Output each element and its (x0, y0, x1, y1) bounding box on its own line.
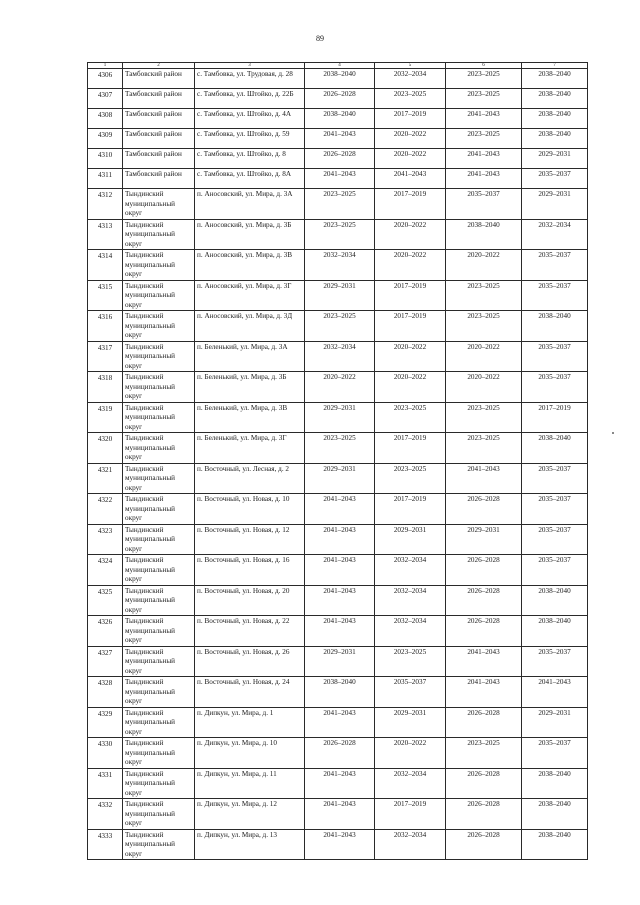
row-number: 4315 (88, 280, 123, 311)
row-number: 4307 (88, 89, 123, 109)
row-period-col5: 2023–2025 (375, 463, 446, 494)
row-period-col6: 2023–2025 (446, 69, 522, 89)
row-period-col7: 2029–2031 (522, 707, 588, 738)
row-address: п. Беленький, ул. Мира, д. 3А (195, 341, 305, 372)
row-period-col4: 2026–2028 (305, 89, 375, 109)
row-period-col6: 2026–2028 (446, 799, 522, 830)
row-period-col4: 2041–2043 (305, 555, 375, 586)
column-number: 1 (88, 63, 123, 69)
row-period-col4: 2038–2040 (305, 69, 375, 89)
row-district: Тындинский муниципальный округ (123, 829, 195, 860)
row-address: п. Беленький, ул. Мира, д. 3Б (195, 372, 305, 403)
row-district: Тындинский муниципальный округ (123, 524, 195, 555)
row-district: Тамбовский район (123, 129, 195, 149)
row-period-col5: 2020–2022 (375, 219, 446, 250)
row-period-col4: 2041–2043 (305, 494, 375, 525)
table-row (88, 402, 588, 433)
row-period-col5: 2020–2022 (375, 372, 446, 403)
table-row (88, 341, 588, 372)
row-address: п. Дипкун, ул. Мира, д. 13 (195, 829, 305, 860)
row-period-col7: 2029–2031 (522, 189, 588, 220)
row-period-col6: 2026–2028 (446, 616, 522, 647)
table-body (88, 63, 588, 860)
row-period-col7: 2017–2019 (522, 402, 588, 433)
column-number: 2 (123, 63, 195, 69)
row-district: Тындинский муниципальный округ (123, 646, 195, 677)
row-period-col6: 2023–2025 (446, 89, 522, 109)
row-period-col5: 2023–2025 (375, 89, 446, 109)
row-period-col5: 2023–2025 (375, 402, 446, 433)
row-period-col5: 2017–2019 (375, 280, 446, 311)
row-period-col4: 2038–2040 (305, 677, 375, 708)
row-period-col4: 2041–2043 (305, 585, 375, 616)
row-period-col5: 2032–2034 (375, 829, 446, 860)
row-address: п. Восточный, ул. Новая, д. 22 (195, 616, 305, 647)
row-number: 4314 (88, 250, 123, 281)
row-period-col6: 2026–2028 (446, 555, 522, 586)
row-address: п. Восточный, ул. Новая, д. 16 (195, 555, 305, 586)
row-district: Тындинский муниципальный округ (123, 616, 195, 647)
row-period-col6: 2023–2025 (446, 311, 522, 342)
row-period-col6: 2023–2025 (446, 280, 522, 311)
row-address: п. Дипкун, ул. Мира, д. 12 (195, 799, 305, 830)
row-period-col5: 2017–2019 (375, 311, 446, 342)
row-district: Тамбовский район (123, 169, 195, 189)
row-period-col7: 2038–2040 (522, 433, 588, 464)
row-period-col4: 2023–2025 (305, 311, 375, 342)
row-period-col5: 2020–2022 (375, 341, 446, 372)
row-district: Тындинский муниципальный округ (123, 219, 195, 250)
row-period-col6: 2020–2022 (446, 372, 522, 403)
row-number: 4333 (88, 829, 123, 860)
row-address: п. Восточный, ул. Новая, д. 26 (195, 646, 305, 677)
row-period-col6: 2041–2043 (446, 463, 522, 494)
row-period-col7: 2038–2040 (522, 129, 588, 149)
row-address: п. Беленький, ул. Мира, д. 3Г (195, 433, 305, 464)
row-period-col6: 2026–2028 (446, 829, 522, 860)
row-period-col4: 2023–2025 (305, 219, 375, 250)
row-address: п. Аносовский, ул. Мира, д. 3Б (195, 219, 305, 250)
table-row (88, 372, 588, 403)
table-row (88, 555, 588, 586)
row-number: 4325 (88, 585, 123, 616)
row-period-col5: 2017–2019 (375, 433, 446, 464)
row-period-col7: 2035–2037 (522, 555, 588, 586)
table-row (88, 149, 588, 169)
row-number: 4318 (88, 372, 123, 403)
row-address: с. Тамбовка, ул. Трудовая, д. 28 (195, 69, 305, 89)
row-period-col5: 2032–2034 (375, 555, 446, 586)
row-period-col7: 2038–2040 (522, 799, 588, 830)
row-district: Тындинский муниципальный округ (123, 433, 195, 464)
row-district: Тындинский муниципальный округ (123, 677, 195, 708)
row-period-col7: 2035–2037 (522, 169, 588, 189)
row-period-col7: 2038–2040 (522, 89, 588, 109)
row-address: п. Восточный, ул. Новая, д. 24 (195, 677, 305, 708)
row-period-col4: 2041–2043 (305, 129, 375, 149)
row-address: п. Восточный, ул. Новая, д. 10 (195, 494, 305, 525)
row-period-col6: 2041–2043 (446, 149, 522, 169)
table-row (88, 829, 588, 860)
row-district: Тамбовский район (123, 149, 195, 169)
row-period-col4: 2023–2025 (305, 433, 375, 464)
table-row (88, 646, 588, 677)
row-period-col5: 2020–2022 (375, 250, 446, 281)
row-number: 4320 (88, 433, 123, 464)
table-row (88, 433, 588, 464)
table-row (88, 169, 588, 189)
row-period-col5: 2032–2034 (375, 585, 446, 616)
row-number: 4311 (88, 169, 123, 189)
row-district: Тындинский муниципальный округ (123, 341, 195, 372)
row-period-col6: 2023–2025 (446, 402, 522, 433)
table-row (88, 463, 588, 494)
row-number: 4308 (88, 109, 123, 129)
column-number: 3 (195, 63, 305, 69)
row-period-col7: 2038–2040 (522, 829, 588, 860)
row-period-col5: 2041–2043 (375, 169, 446, 189)
table-row (88, 799, 588, 830)
row-period-col4: 2029–2031 (305, 463, 375, 494)
row-period-col4: 2041–2043 (305, 829, 375, 860)
row-district: Тындинский муниципальный округ (123, 402, 195, 433)
row-address: с. Тамбовка, ул. Штойко, д. 8 (195, 149, 305, 169)
row-district: Тындинский муниципальный округ (123, 555, 195, 586)
row-period-col5: 2017–2019 (375, 189, 446, 220)
row-period-col4: 2029–2031 (305, 402, 375, 433)
row-period-col7: 2035–2037 (522, 341, 588, 372)
column-number: 4 (305, 63, 375, 69)
row-period-col7: 2038–2040 (522, 69, 588, 89)
row-period-col7: 2035–2037 (522, 646, 588, 677)
row-period-col5: 2017–2019 (375, 494, 446, 525)
row-period-col4: 2041–2043 (305, 768, 375, 799)
row-period-col6: 2020–2022 (446, 250, 522, 281)
row-number: 4329 (88, 707, 123, 738)
row-period-col5: 2032–2034 (375, 616, 446, 647)
row-number: 4330 (88, 738, 123, 769)
row-period-col7: 2041–2043 (522, 677, 588, 708)
row-number: 4317 (88, 341, 123, 372)
table-row (88, 707, 588, 738)
row-period-col5: 2017–2019 (375, 799, 446, 830)
row-period-col5: 2020–2022 (375, 129, 446, 149)
row-address: с. Тамбовка, ул. Штойко, д. 4А (195, 109, 305, 129)
row-period-col4: 2023–2025 (305, 189, 375, 220)
row-period-col4: 2041–2043 (305, 616, 375, 647)
row-district: Тындинский муниципальный округ (123, 250, 195, 281)
row-address: п. Восточный, ул. Новая, д. 12 (195, 524, 305, 555)
table-row (88, 219, 588, 250)
row-period-col7: 2035–2037 (522, 494, 588, 525)
row-period-col7: 2029–2031 (522, 149, 588, 169)
table-row (88, 129, 588, 149)
table-row (88, 89, 588, 109)
row-district: Тындинский муниципальный округ (123, 738, 195, 769)
row-period-col4: 2029–2031 (305, 646, 375, 677)
row-district: Тындинский муниципальный округ (123, 707, 195, 738)
row-period-col7: 2035–2037 (522, 280, 588, 311)
row-district: Тындинский муниципальный округ (123, 280, 195, 311)
row-number: 4332 (88, 799, 123, 830)
row-address: п. Беленький, ул. Мира, д. 3В (195, 402, 305, 433)
row-number: 4306 (88, 69, 123, 89)
row-period-col7: 2032–2034 (522, 219, 588, 250)
row-period-col7: 2038–2040 (522, 616, 588, 647)
row-period-col6: 2026–2028 (446, 768, 522, 799)
row-number: 4326 (88, 616, 123, 647)
row-district: Тындинский муниципальный округ (123, 463, 195, 494)
row-district: Тындинский муниципальный округ (123, 189, 195, 220)
row-number: 4319 (88, 402, 123, 433)
row-period-col7: 2038–2040 (522, 109, 588, 129)
row-period-col5: 2023–2025 (375, 646, 446, 677)
row-period-col5: 2029–2031 (375, 524, 446, 555)
row-period-col6: 2035–2037 (446, 189, 522, 220)
row-period-col5: 2020–2022 (375, 149, 446, 169)
row-number: 4313 (88, 219, 123, 250)
column-number: 6 (446, 63, 522, 69)
row-period-col7: 2038–2040 (522, 585, 588, 616)
row-district: Тындинский муниципальный округ (123, 311, 195, 342)
row-period-col7: 2035–2037 (522, 738, 588, 769)
page-number: 89 (316, 34, 324, 43)
row-district: Тамбовский район (123, 69, 195, 89)
row-address: с. Тамбовка, ул. Штойко, д. 8А (195, 169, 305, 189)
row-period-col4: 2041–2043 (305, 524, 375, 555)
row-number: 4324 (88, 555, 123, 586)
row-number: 4309 (88, 129, 123, 149)
row-address: п. Дипкун, ул. Мира, д. 10 (195, 738, 305, 769)
row-period-col4: 2041–2043 (305, 707, 375, 738)
row-district: Тындинский муниципальный округ (123, 494, 195, 525)
row-number: 4321 (88, 463, 123, 494)
row-number: 4316 (88, 311, 123, 342)
row-period-col6: 2026–2028 (446, 585, 522, 616)
column-number: 5 (375, 63, 446, 69)
housing-schedule-table (87, 62, 588, 860)
row-district: Тындинский муниципальный округ (123, 799, 195, 830)
table-row (88, 677, 588, 708)
row-number: 4328 (88, 677, 123, 708)
row-address: с. Тамбовка, ул. Штойко, д. 22Б (195, 89, 305, 109)
row-address: п. Аносовский, ул. Мира, д. 3Г (195, 280, 305, 311)
table-row (88, 616, 588, 647)
row-period-col7: 2038–2040 (522, 768, 588, 799)
row-period-col6: 2023–2025 (446, 433, 522, 464)
row-period-col6: 2041–2043 (446, 169, 522, 189)
row-period-col4: 2029–2031 (305, 280, 375, 311)
table-row (88, 524, 588, 555)
row-district: Тамбовский район (123, 109, 195, 129)
table-row (88, 585, 588, 616)
row-period-col6: 2041–2043 (446, 646, 522, 677)
row-period-col6: 2038–2040 (446, 219, 522, 250)
row-period-col6: 2026–2028 (446, 494, 522, 525)
row-period-col6: 2023–2025 (446, 129, 522, 149)
row-period-col5: 2035–2037 (375, 677, 446, 708)
row-number: 4327 (88, 646, 123, 677)
row-address: п. Восточный, ул. Лесная, д. 2 (195, 463, 305, 494)
row-number: 4322 (88, 494, 123, 525)
row-address: п. Аносовский, ул. Мира, д. 3Д (195, 311, 305, 342)
row-address: п. Дипкун, ул. Мира, д. 11 (195, 768, 305, 799)
row-address: п. Дипкун, ул. Мира, д. 1 (195, 707, 305, 738)
row-address: п. Аносовский, ул. Мира, д. 3А (195, 189, 305, 220)
row-period-col5: 2020–2022 (375, 738, 446, 769)
table-row (88, 311, 588, 342)
table-row (88, 189, 588, 220)
row-period-col5: 2032–2034 (375, 768, 446, 799)
row-district: Тындинский муниципальный округ (123, 768, 195, 799)
row-period-col4: 2026–2028 (305, 738, 375, 769)
table-row (88, 250, 588, 281)
row-period-col4: 2041–2043 (305, 169, 375, 189)
row-period-col7: 2035–2037 (522, 372, 588, 403)
row-district: Тындинский муниципальный округ (123, 585, 195, 616)
row-period-col6: 2041–2043 (446, 677, 522, 708)
row-period-col6: 2026–2028 (446, 707, 522, 738)
row-period-col7: 2035–2037 (522, 250, 588, 281)
row-number: 4323 (88, 524, 123, 555)
row-period-col6: 2029–2031 (446, 524, 522, 555)
table-row (88, 738, 588, 769)
row-period-col6: 2020–2022 (446, 341, 522, 372)
row-number: 4312 (88, 189, 123, 220)
row-number: 4331 (88, 768, 123, 799)
row-period-col4: 2032–2034 (305, 341, 375, 372)
row-address: с. Тамбовка, ул. Штойко, д. 59 (195, 129, 305, 149)
row-address: п. Аносовский, ул. Мира, д. 3В (195, 250, 305, 281)
table-row (88, 494, 588, 525)
row-period-col7: 2035–2037 (522, 524, 588, 555)
row-period-col4: 2032–2034 (305, 250, 375, 281)
row-district: Тамбовский район (123, 89, 195, 109)
row-period-col7: 2038–2040 (522, 311, 588, 342)
row-period-col4: 2026–2028 (305, 149, 375, 169)
table-row (88, 109, 588, 129)
row-period-col5: 2029–2031 (375, 707, 446, 738)
row-district: Тындинский муниципальный округ (123, 372, 195, 403)
row-period-col4: 2038–2040 (305, 109, 375, 129)
scan-speck (612, 432, 614, 434)
row-period-col6: 2041–2043 (446, 109, 522, 129)
row-period-col4: 2041–2043 (305, 799, 375, 830)
column-number: 7 (522, 63, 588, 69)
row-period-col5: 2032–2034 (375, 69, 446, 89)
table-row (88, 768, 588, 799)
table-row (88, 280, 588, 311)
row-period-col7: 2035–2037 (522, 463, 588, 494)
row-period-col4: 2020–2022 (305, 372, 375, 403)
row-period-col6: 2023–2025 (446, 738, 522, 769)
row-period-col5: 2017–2019 (375, 109, 446, 129)
row-address: п. Восточный, ул. Новая, д. 20 (195, 585, 305, 616)
table-row (88, 69, 588, 89)
row-number: 4310 (88, 149, 123, 169)
